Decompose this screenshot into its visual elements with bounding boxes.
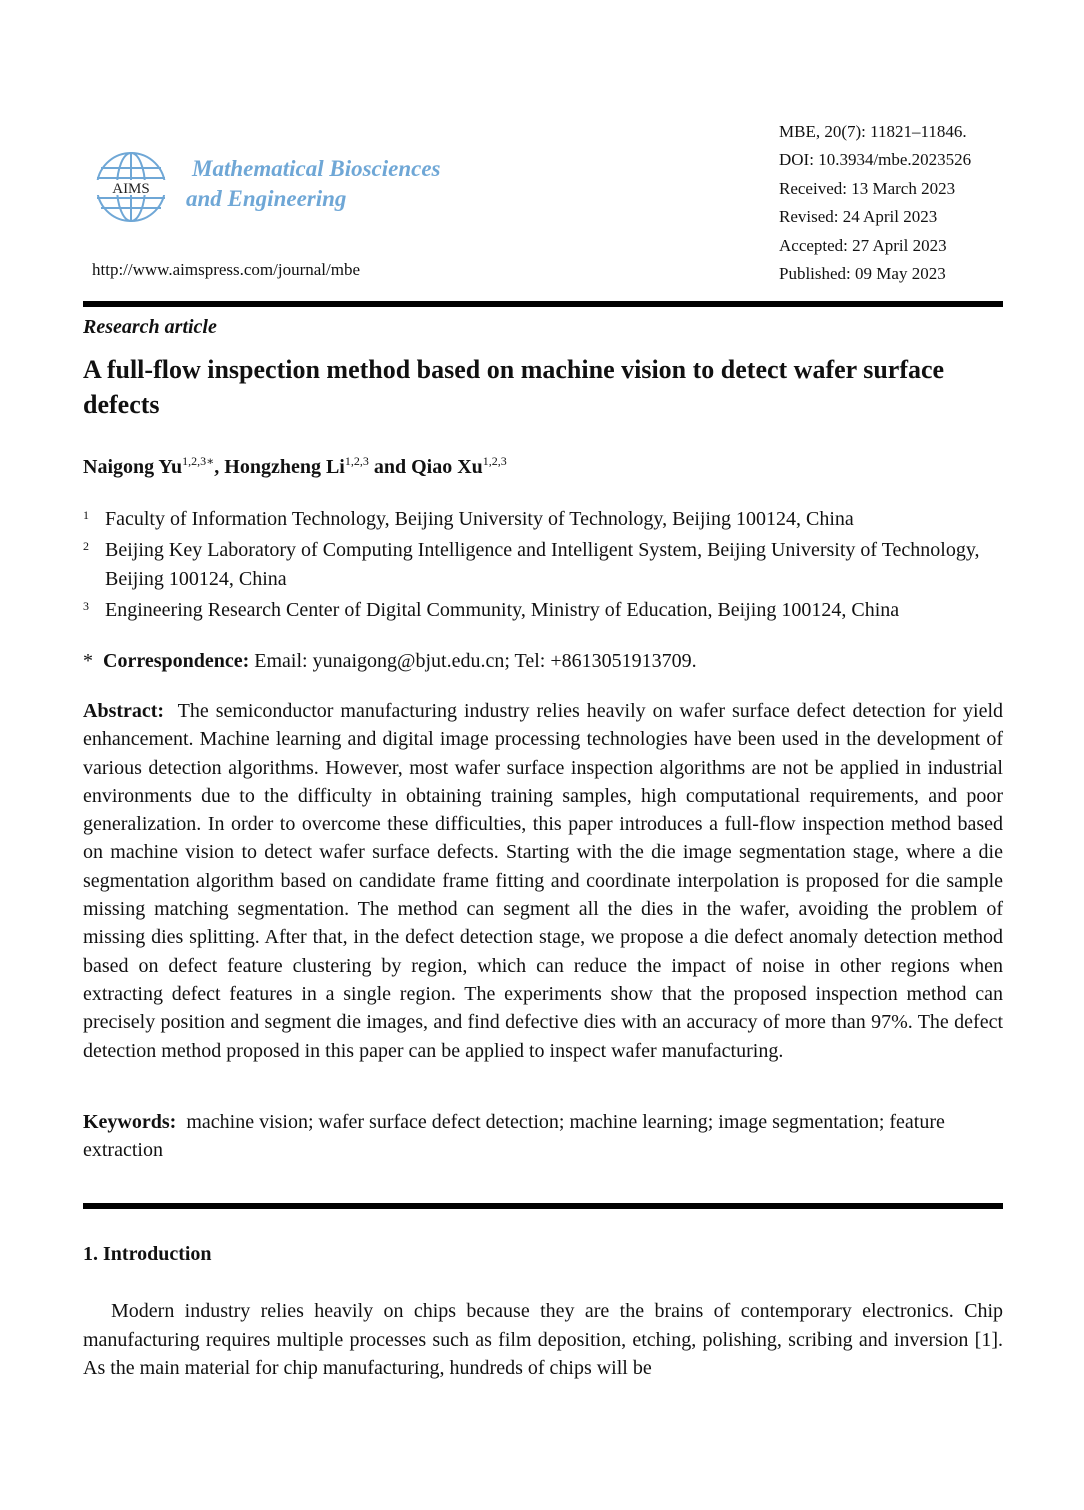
doi[interactable]: DOI: 10.3934/mbe.2023526 bbox=[779, 150, 972, 170]
keywords-label: Keywords: bbox=[83, 1111, 177, 1133]
article-type: Research article bbox=[83, 316, 217, 338]
author-name: Hongzheng Li bbox=[224, 456, 345, 478]
abstract-rule bbox=[83, 1203, 1003, 1209]
author-affil-sup: 1,2,3∗ bbox=[182, 454, 215, 468]
article-title: A full-flow inspection method based on machine vision to detect wafer surface defects bbox=[83, 355, 945, 419]
journal-url[interactable]: http://www.aimspress.com/journal/mbe bbox=[92, 260, 361, 279]
section-heading: 1. Introduction bbox=[83, 1243, 212, 1265]
keywords bbox=[83, 1108, 1003, 1165]
received-date: Received: 13 March 2023 bbox=[779, 178, 956, 198]
author-affil-sup: 1,2,3 bbox=[482, 454, 507, 468]
affiliation-number: 1 bbox=[83, 508, 89, 522]
header-rule bbox=[83, 301, 1003, 307]
correspondence-marker: * bbox=[83, 650, 93, 672]
abstract-text: The semiconductor manufacturing industry relies heavily on wafer surface defect detection for yield enhancement. Machine learning and digital image processing technologies have been used in the development of various detection algorithms. However, most wafer surface inspection algorithms are not be applied in industrial environments due to the difficulty in obtaining training samples, high computational requirements, and poor generalization. In order to overcome these difficulties, this paper introduces a full-flow inspection method based on machine vision to detect wafer surface defects. Starting with the die image segmentation stage, where a die segmentation algorithm based on candidate frame fitting and coordinate interpolation is proposed for die sample missing matching segmentation. The method can segment all the dies in the wafer, avoiding the problem of missing dies splitting. After that, in the defect detection stage, we propose a die defect anomaly detection method based on defect feature clustering by region, which can reduce the impact of noise in other regions when extracting defect features in a single region. The experiments show that the proposed inspection method can precisely position and segment die images, and find defective dies with an accuracy of more than 97%. The defect detection method proposed in this paper can be applied to inspect wafer manufacturing. bbox=[83, 700, 1004, 1062]
intro-paragraph: Modern industry relies heavily on chips because they are the brains of contemporary electronics. Chip manufacturing requires multiple processes such as film deposition, etching, polishing, scribing and inversion [1]. As the main material for chip manufacturing, hundreds of chips will be bbox=[83, 1300, 1003, 1380]
affiliation-1 bbox=[83, 505, 1008, 534]
affiliation-text: Faculty of Information Technology, Beijing University of Technology, Beijing 100124, China bbox=[105, 508, 854, 530]
journal-name bbox=[186, 154, 441, 214]
affiliation-2 bbox=[83, 536, 1008, 594]
author-separator: and bbox=[368, 456, 412, 478]
author-separator: , bbox=[214, 456, 225, 478]
affiliation-text: Engineering Research Center of Digital Community, Ministry of Education, Beijing 100124, China bbox=[105, 599, 900, 621]
keywords-text: machine vision; wafer surface defect detection; machine learning; image segmentation; feature extraction bbox=[83, 1111, 945, 1162]
correspondence-label: Correspondence: bbox=[103, 650, 250, 672]
citation: MBE, 20(7): 11821–11846. bbox=[779, 122, 967, 141]
revised-date: Revised: 24 April 2023 bbox=[779, 207, 938, 227]
author-affil-sup: 1,2,3 bbox=[344, 454, 369, 468]
published-date: Published: 09 May 2023 bbox=[779, 264, 946, 284]
author-name: Qiao Xu bbox=[411, 456, 483, 478]
correspondence bbox=[83, 650, 697, 673]
abstract bbox=[83, 697, 1003, 1065]
abstract-label: Abstract: bbox=[83, 700, 165, 722]
affiliation-3 bbox=[83, 596, 1008, 625]
affiliation-number: 3 bbox=[83, 599, 89, 613]
journal-name-line2: and Engineering bbox=[186, 186, 347, 211]
affiliation-text: Beijing Key Laboratory of Computing Intelligence and Intelligent System, Beijing University of Technology, Beijing 100124, China bbox=[105, 539, 980, 590]
author-list bbox=[83, 454, 507, 479]
affiliation-number: 2 bbox=[83, 539, 89, 553]
correspondence-text: Email: yunaigong@bjut.edu.cn; Tel: +8613051913709. bbox=[249, 650, 697, 672]
author-name: Naigong Yu bbox=[83, 456, 183, 478]
journal-name-line1: Mathematical Biosciences bbox=[192, 156, 441, 181]
logo-text: AIMS bbox=[112, 181, 150, 197]
accepted-date: Accepted: 27 April 2023 bbox=[779, 235, 947, 255]
aims-logo-icon bbox=[92, 148, 170, 226]
article-meta bbox=[779, 118, 971, 288]
